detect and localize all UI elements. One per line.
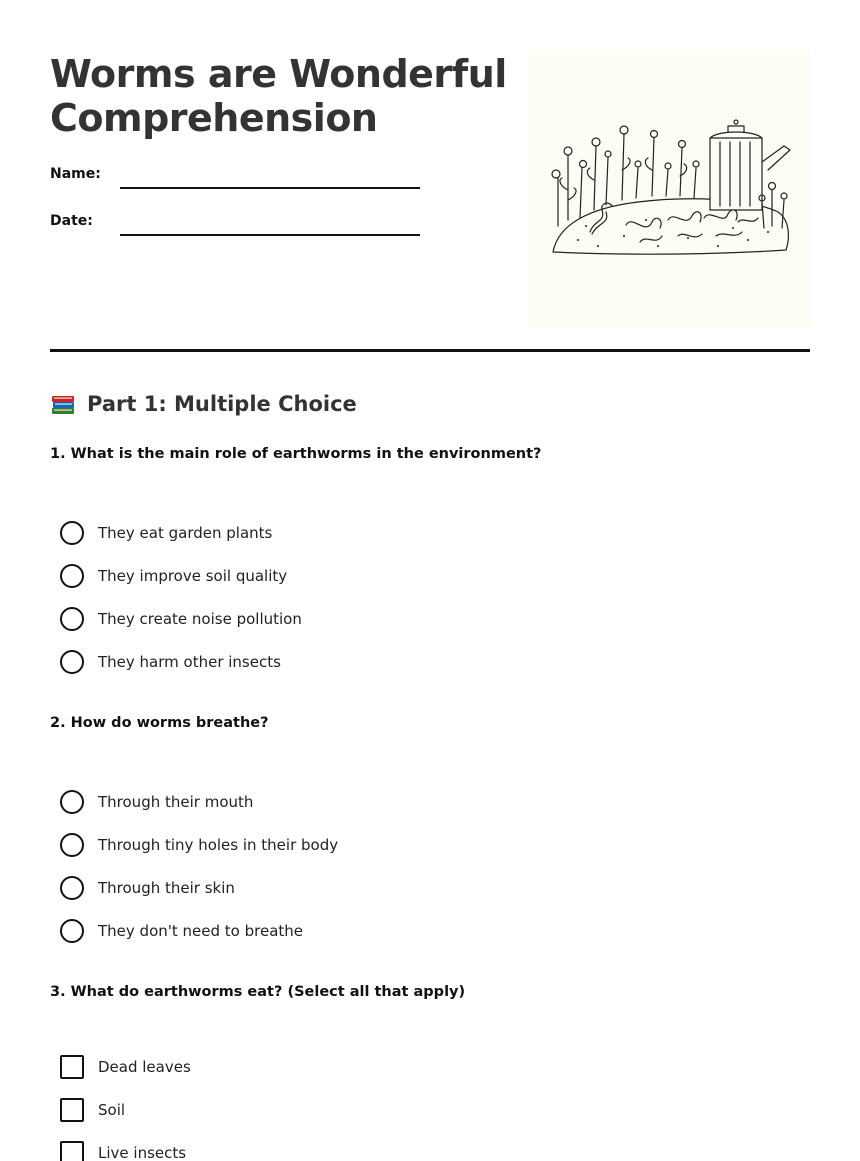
radio-button[interactable] xyxy=(60,564,84,588)
answer-option[interactable] xyxy=(50,640,810,683)
question-2 xyxy=(50,713,810,952)
date-field[interactable] xyxy=(50,207,430,237)
name-field[interactable] xyxy=(50,160,430,190)
answer-option[interactable] xyxy=(50,1131,810,1161)
books-icon xyxy=(50,391,76,417)
answer-option[interactable] xyxy=(50,1045,810,1088)
section-heading xyxy=(50,389,357,419)
name-line[interactable] xyxy=(120,187,420,189)
radio-button[interactable] xyxy=(60,790,84,814)
date-label: Date: xyxy=(50,213,93,229)
question-text: 1. What is the main role of earthworms in the environment? xyxy=(50,446,542,462)
checkbox[interactable] xyxy=(60,1098,84,1122)
garden-illustration xyxy=(528,50,810,328)
answer-options xyxy=(50,780,810,952)
radio-button[interactable] xyxy=(60,607,84,631)
radio-button[interactable] xyxy=(60,919,84,943)
answer-option[interactable] xyxy=(50,909,810,952)
answer-option[interactable] xyxy=(50,554,810,597)
option-label: They improve soil quality xyxy=(98,566,288,585)
option-label: Soil xyxy=(98,1100,126,1119)
garden-watering-can-worms-icon xyxy=(528,50,810,328)
option-label: They don't need to breathe xyxy=(98,921,303,940)
option-label: Through tiny holes in their body xyxy=(98,835,339,854)
option-label: Through their mouth xyxy=(98,792,254,811)
option-label: They create noise pollution xyxy=(98,609,302,628)
answer-option[interactable] xyxy=(50,866,810,909)
answer-options xyxy=(50,511,810,683)
answer-option[interactable] xyxy=(50,1088,810,1131)
option-label: They eat garden plants xyxy=(98,523,273,542)
answer-option[interactable] xyxy=(50,780,810,823)
option-label: They harm other insects xyxy=(98,652,281,671)
radio-button[interactable] xyxy=(60,833,84,857)
answer-option[interactable] xyxy=(50,823,810,866)
option-label: Dead leaves xyxy=(98,1057,191,1076)
answer-options xyxy=(50,1045,810,1161)
name-label: Name: xyxy=(50,166,101,182)
section-title: Part 1: Multiple Choice xyxy=(87,392,357,416)
question-text: 2. How do worms breathe? xyxy=(50,715,269,731)
answer-option[interactable] xyxy=(50,597,810,640)
date-line[interactable] xyxy=(120,234,420,236)
radio-button[interactable] xyxy=(60,876,84,900)
header-divider xyxy=(50,349,810,352)
question-text: 3. What do earthworms eat? (Select all that apply) xyxy=(50,984,466,1000)
radio-button[interactable] xyxy=(60,650,84,674)
checkbox[interactable] xyxy=(60,1055,84,1079)
answer-option[interactable] xyxy=(50,511,810,554)
option-label: Through their skin xyxy=(98,878,235,897)
question-3 xyxy=(50,982,810,1161)
page-title: Worms are Wonderful Comprehension xyxy=(50,52,507,140)
checkbox[interactable] xyxy=(60,1141,84,1161)
question-1 xyxy=(50,444,810,683)
option-label: Live insects xyxy=(98,1143,187,1161)
radio-button[interactable] xyxy=(60,521,84,545)
